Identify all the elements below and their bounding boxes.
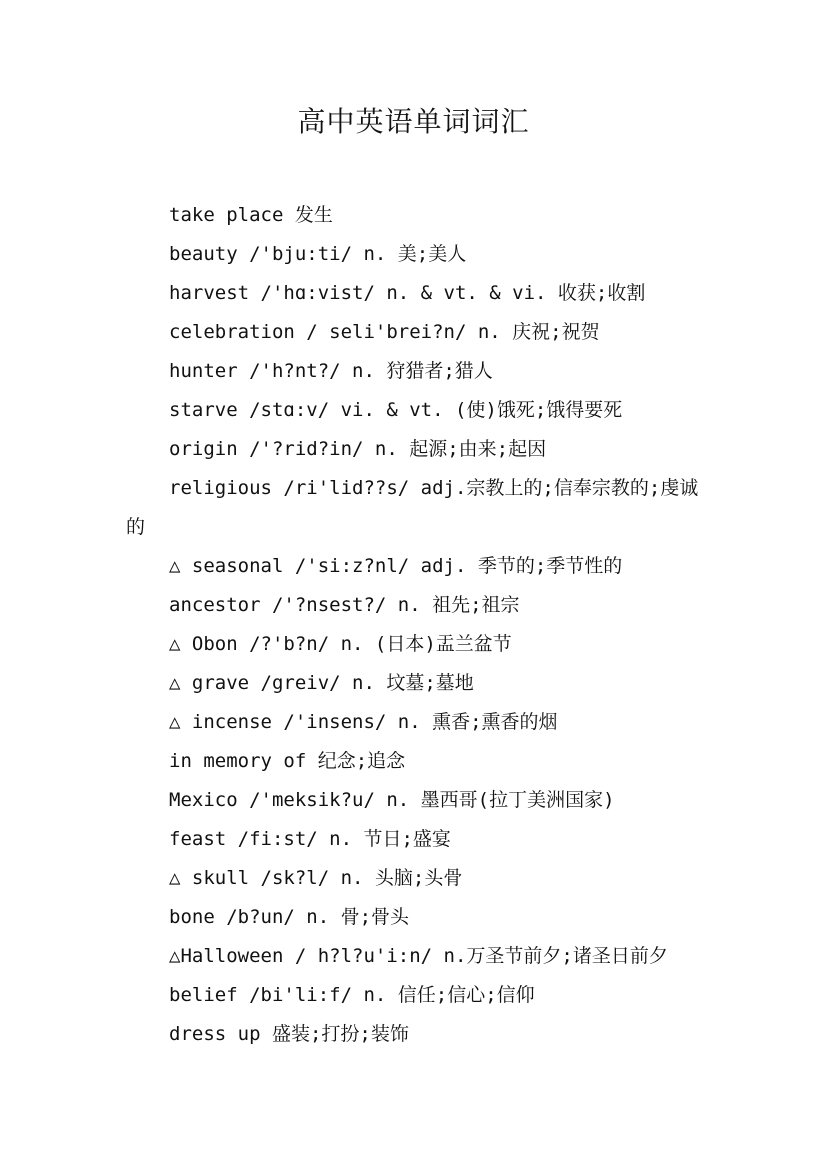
vocab-entry: origin /'?rid?in/ n. 起源;由来;起因	[169, 438, 547, 460]
page-title: 高中英语单词词汇	[297, 105, 530, 138]
vocab-entry: △ Obon /?'b?n/ n. (日本)盂兰盆节	[169, 633, 512, 655]
vocab-entry: hunter /'h?nt?/ n. 狩猎者;猎人	[169, 360, 493, 382]
vocab-entry: belief /bi'li:f/ n. 信任;信心;信仰	[169, 984, 535, 1006]
vocab-entry: △ seasonal /'si:z?nl/ adj. 季节的;季节性的	[169, 555, 623, 577]
vocab-entry: religious /ri'lid??s/ adj.宗教上的;信奉宗教的;虔诚的	[126, 477, 699, 538]
vocab-entry: △ grave /greiv/ n. 坟墓;墓地	[169, 672, 474, 694]
vocab-entry: feast /fi:st/ n. 节日;盛宴	[169, 828, 451, 850]
vocab-entry: starve /stɑ:v/ vi. & vt. (使)饿死;饿得要死	[169, 399, 623, 421]
vocab-entry: bone /b?un/ n. 骨;骨头	[169, 906, 410, 928]
vocab-entry: dress up 盛装;打扮;装饰	[169, 1023, 409, 1045]
vocab-entry: △ skull /sk?l/ n. 头脑;头骨	[169, 867, 463, 889]
vocab-entry: ancestor /'?nsest?/ n. 祖先;祖宗	[169, 594, 520, 616]
vocab-entry: take place 发生	[169, 204, 333, 226]
vocab-entry: in memory of 纪念;追念	[169, 750, 406, 772]
vocab-entry: △Halloween / h?l?u'i:n/ n.万圣节前夕;诸圣日前夕	[169, 945, 668, 967]
vocab-entry: celebration / seli'brei?n/ n. 庆祝;祝贺	[169, 321, 600, 343]
vocabulary-list	[126, 196, 711, 1054]
vocab-entry: Mexico /'meksik?u/ n. 墨西哥(拉丁美洲国家)	[169, 789, 615, 811]
vocab-entry: harvest /'hɑ:vist/ n. & vt. & vi. 收获;收割	[169, 282, 646, 304]
vocab-entry: beauty /'bju:ti/ n. 美;美人	[169, 243, 467, 265]
vocab-entry: △ incense /'insens/ n. 熏香;熏香的烟	[169, 711, 558, 733]
